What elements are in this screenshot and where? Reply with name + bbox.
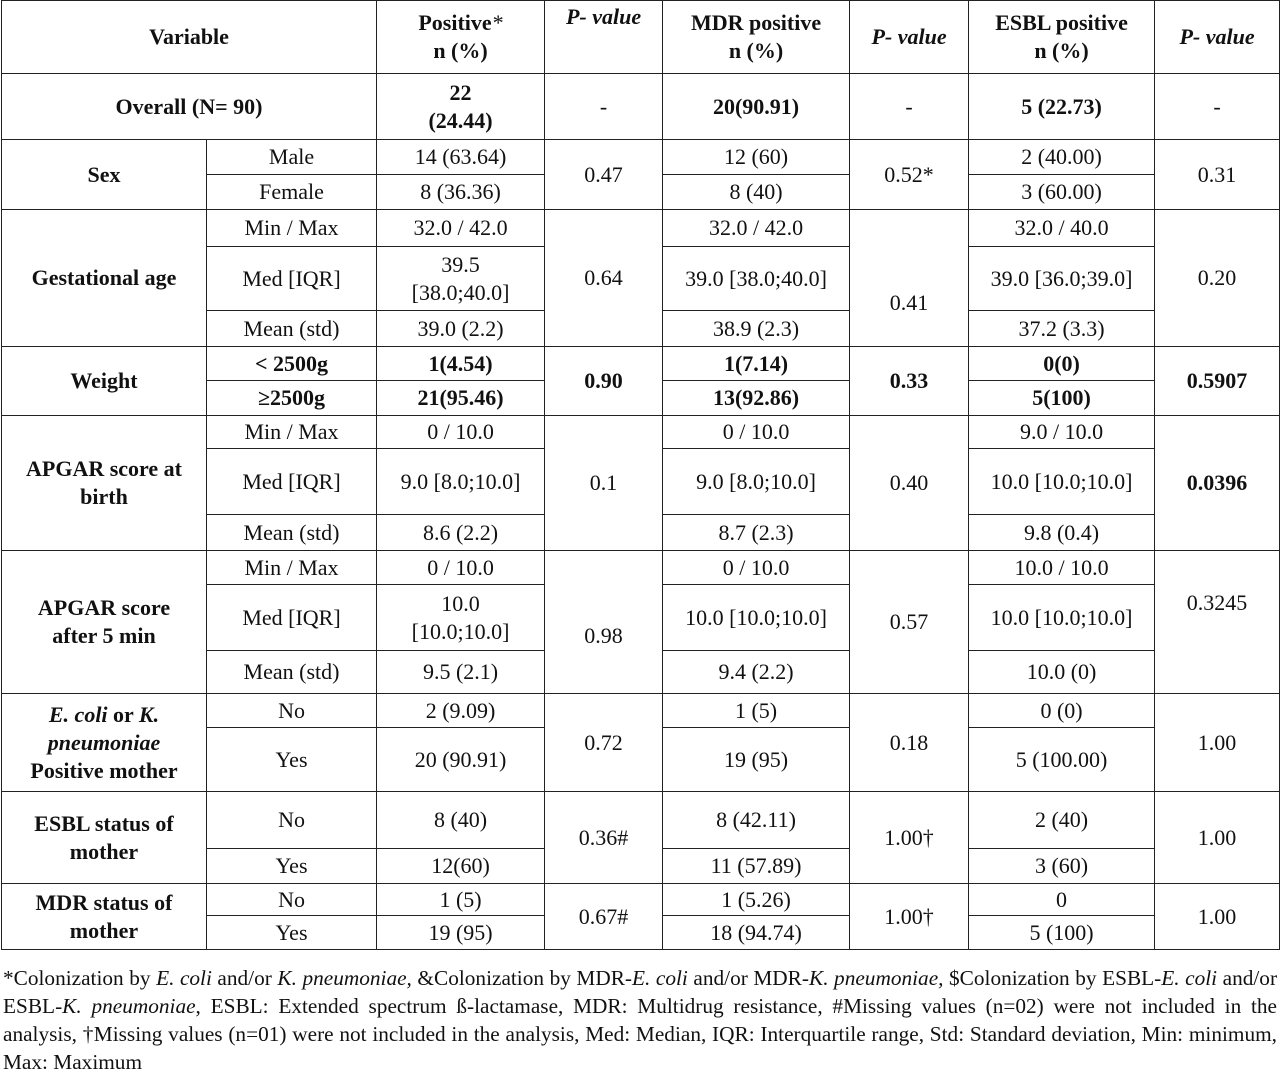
mother-esbl-label-line1: ESBL status of: [34, 810, 174, 836]
apgar-5min-minmax-sub: Min / Max: [207, 551, 377, 585]
weight-label: Weight: [2, 347, 207, 416]
mother-pos-yes-sub: Yes: [207, 728, 377, 792]
mother-mdr-no-pos: 1 (5): [377, 884, 545, 916]
table-row-gestational-minmax: [2, 210, 1280, 247]
apgar-birth-label-line1: APGAR score at: [26, 456, 182, 481]
mother-pos-yes-mdr: 19 (95): [663, 728, 850, 792]
gestational-mean-esbl: 37.2 (3.3): [969, 311, 1155, 347]
apgar-birth-med-pos: 9.0 [8.0;10.0]: [377, 449, 545, 515]
mother-mdr-p3: 1.00: [1155, 884, 1280, 950]
apgar-birth-med-esbl: 10.0 [10.0;10.0]: [969, 449, 1155, 515]
gestational-med-pos-iqr: [38.0;40.0]: [411, 279, 510, 305]
mother-esbl-no-esbl: 2 (40): [969, 792, 1155, 849]
weight-low-mdr: 1(7.14): [663, 347, 850, 381]
apgar-birth-med-sub: Med [IQR]: [207, 449, 377, 515]
mother-mdr-yes-sub: Yes: [207, 916, 377, 950]
header-esbl-label: ESBL positive: [995, 10, 1128, 35]
table-row-mother-esbl-no: [2, 792, 1280, 849]
apgar-5min-med-esbl: 10.0 [10.0;10.0]: [969, 585, 1155, 651]
apgar-5min-med-pos-value: 10.0: [441, 590, 480, 616]
overall-positive-pct: (24.44): [428, 107, 493, 133]
sex-female-esbl: 3 (60.00): [969, 175, 1155, 210]
mother-pos-label-pneumoniae: pneumoniae: [47, 729, 161, 755]
table-row-sex-male: [2, 140, 1280, 175]
gestational-p1: 0.64: [545, 210, 663, 347]
header-positive: [377, 1, 545, 74]
mother-pos-label-k: K.: [138, 701, 160, 727]
gestational-med-mdr: 39.0 [38.0;40.0]: [663, 247, 850, 311]
table-row-mother-pos-no: [2, 694, 1280, 728]
mother-mdr-label-line2: mother: [69, 917, 139, 943]
mother-pos-label-ecoli: E. coli: [48, 701, 108, 727]
sex-p2: 0.52*: [850, 140, 969, 210]
gestational-label: Gestational age: [2, 210, 207, 347]
mother-esbl-no-pos: 8 (40): [377, 792, 545, 849]
header-esbl: [969, 1, 1155, 74]
header-pvalue-3: P- value: [1155, 1, 1280, 74]
overall-positive-count: 22: [449, 79, 472, 105]
mother-pos-no-mdr: 1 (5): [663, 694, 850, 728]
apgar-birth-label-line2: birth: [80, 484, 128, 509]
apgar-5min-mean-sub: Mean (std): [207, 651, 377, 694]
mother-esbl-no-mdr: 8 (42.11): [663, 792, 850, 849]
gestational-mean-mdr: 38.9 (2.3): [663, 311, 850, 347]
footnote-text: *Colonization by: [3, 966, 157, 990]
apgar-5min-minmax-mdr: 0 / 10.0: [663, 551, 850, 585]
apgar-birth-minmax-esbl: 9.0 / 10.0: [969, 416, 1155, 449]
apgar-birth-mean-pos: 8.6 (2.2): [377, 515, 545, 551]
apgar-birth-minmax-sub: Min / Max: [207, 416, 377, 449]
gestational-minmax-esbl: 32.0 / 40.0: [969, 210, 1155, 247]
header-positive-label: Positive: [418, 10, 492, 35]
table-footnote: [3, 964, 1277, 1076]
apgar-5min-med-pos-iqr: [10.0;10.0]: [411, 618, 510, 644]
mother-mdr-p1: 0.67#: [545, 884, 663, 950]
apgar-5min-minmax-esbl: 10.0 / 10.0: [969, 551, 1155, 585]
apgar-birth-p1: 0.1: [545, 416, 663, 551]
mother-esbl-p2: 1.00†: [850, 792, 969, 884]
mother-pos-label: [2, 694, 207, 792]
footnote-species: E. coli: [156, 966, 212, 990]
header-esbl-npct: n (%): [1034, 38, 1089, 63]
mother-esbl-label: [2, 792, 207, 884]
gestational-med-esbl: 39.0 [36.0;39.0]: [969, 247, 1155, 311]
weight-p1: 0.90: [545, 347, 663, 416]
weight-high-pos: 21(95.46): [377, 381, 545, 416]
apgar-birth-minmax-pos: 0 / 10.0: [377, 416, 545, 449]
header-pvalue-1: P- value: [545, 1, 663, 74]
mother-mdr-no-sub: No: [207, 884, 377, 916]
apgar-5min-p3: 0.3245: [1155, 551, 1280, 694]
mother-esbl-yes-mdr: 11 (57.89): [663, 849, 850, 884]
table-row-mother-mdr-no: [2, 884, 1280, 916]
footnote-species: E. coli: [632, 966, 688, 990]
sex-female-mdr: 8 (40): [663, 175, 850, 210]
gestational-p2: 0.41: [850, 247, 969, 347]
apgar-birth-mean-sub: Mean (std): [207, 515, 377, 551]
header-mdr-npct: n (%): [728, 38, 784, 63]
mother-pos-no-pos: 2 (9.09): [377, 694, 545, 728]
sex-female-pos: 8 (36.36): [377, 175, 545, 210]
sex-male-pos: 14 (63.64): [377, 140, 545, 175]
table-row-overall: [2, 74, 1280, 140]
header-mdr: [663, 1, 850, 74]
apgar-birth-minmax-mdr: 0 / 10.0: [663, 416, 850, 449]
apgar-5min-med-mdr: 10.0 [10.0;10.0]: [663, 585, 850, 651]
apgar-5min-mean-pos: 9.5 (2.1): [377, 651, 545, 694]
apgar-5min-p1: 0.98: [545, 551, 663, 694]
header-variable: Variable: [2, 1, 377, 74]
mother-pos-label-line3: Positive mother: [30, 757, 178, 783]
sex-male-esbl: 2 (40.00): [969, 140, 1155, 175]
mother-esbl-yes-esbl: 3 (60): [969, 849, 1155, 884]
weight-low-sub: < 2500g: [207, 347, 377, 381]
weight-p2: 0.33: [850, 347, 969, 416]
gestational-med-pos: [377, 247, 545, 311]
mother-pos-no-esbl: 0 (0): [969, 694, 1155, 728]
apgar-5min-label-line1: APGAR score: [37, 595, 171, 620]
table-row-apgar-birth-minmax: [2, 416, 1280, 449]
gestational-p2-top: [850, 210, 969, 247]
apgar-birth-p2: 0.40: [850, 416, 969, 551]
apgar-5min-med-pos: [377, 585, 545, 651]
mother-mdr-yes-esbl: 5 (100): [969, 916, 1155, 950]
mother-pos-p3: 1.00: [1155, 694, 1280, 792]
sex-female-sub: Female: [207, 175, 377, 210]
mother-mdr-no-esbl: 0: [969, 884, 1155, 916]
gestational-mean-sub: Mean (std): [207, 311, 377, 347]
apgar-5min-label: [2, 551, 207, 694]
mother-pos-p1: 0.72: [545, 694, 663, 792]
footnote-text: $Colonization by ESBL-: [943, 966, 1162, 990]
weight-high-esbl: 5(100): [969, 381, 1155, 416]
mother-mdr-no-mdr: 1 (5.26): [663, 884, 850, 916]
footnote-species: K. pneumoniae: [62, 994, 196, 1018]
apgar-birth-mean-mdr: 8.7 (2.3): [663, 515, 850, 551]
gestational-p3: 0.20: [1155, 210, 1280, 347]
mother-pos-label-or: or: [107, 701, 139, 727]
footnote-text: and/or ESBL-: [3, 966, 1278, 1018]
header-positive-mark: *: [491, 10, 503, 35]
weight-low-pos: 1(4.54): [377, 347, 545, 381]
header-row: [2, 1, 1280, 74]
apgar-birth-label: [2, 416, 207, 551]
footnote-text: and/or MDR-: [687, 966, 809, 990]
table-row-weight-low: [2, 347, 1280, 381]
mother-mdr-p2: 1.00†: [850, 884, 969, 950]
mother-mdr-yes-mdr: 18 (94.74): [663, 916, 850, 950]
mother-mdr-label-line1: MDR status of: [35, 889, 173, 915]
sex-p1: 0.47: [545, 140, 663, 210]
overall-p1: -: [545, 74, 663, 140]
mother-esbl-label-line2: mother: [69, 838, 139, 864]
mother-pos-p2: 0.18: [850, 694, 969, 792]
header-pvalue-2: P- value: [850, 1, 969, 74]
gestational-mean-pos: 39.0 (2.2): [377, 311, 545, 347]
gestational-minmax-pos: 32.0 / 42.0: [377, 210, 545, 247]
apgar-5min-mean-esbl: 10.0 (0): [969, 651, 1155, 694]
mother-pos-yes-pos: 20 (90.91): [377, 728, 545, 792]
overall-label: Overall (N= 90): [2, 74, 377, 140]
footnote-species: K. pneumoniae,: [808, 966, 944, 990]
weight-high-mdr: 13(92.86): [663, 381, 850, 416]
mother-esbl-no-sub: No: [207, 792, 377, 849]
apgar-5min-mean-mdr: 9.4 (2.2): [663, 651, 850, 694]
footnote-species: K. pneumoniae,: [277, 966, 412, 990]
mother-mdr-label: [2, 884, 207, 950]
footnote-species: E. coli: [1161, 966, 1218, 990]
overall-esbl: 5 (22.73): [969, 74, 1155, 140]
sex-male-mdr: 12 (60): [663, 140, 850, 175]
apgar-birth-p3: 0.0396: [1155, 416, 1280, 551]
mother-mdr-yes-pos: 19 (95): [377, 916, 545, 950]
apgar-5min-p2: 0.57: [850, 551, 969, 694]
overall-p3: -: [1155, 74, 1280, 140]
mother-pos-yes-esbl: 5 (100.00): [969, 728, 1155, 792]
overall-positive: [377, 74, 545, 140]
apgar-5min-med-sub: Med [IQR]: [207, 585, 377, 651]
footnote-text: &Colonization by MDR-: [411, 966, 633, 990]
table-row-apgar-5min-minmax: [2, 551, 1280, 585]
sex-label: Sex: [2, 140, 207, 210]
mother-esbl-yes-pos: 12(60): [377, 849, 545, 884]
apgar-birth-mean-esbl: 9.8 (0.4): [969, 515, 1155, 551]
mother-esbl-yes-sub: Yes: [207, 849, 377, 884]
gestational-med-sub: Med [IQR]: [207, 247, 377, 311]
overall-p2: -: [850, 74, 969, 140]
gestational-minmax-sub: Min / Max: [207, 210, 377, 247]
mother-esbl-p3: 1.00: [1155, 792, 1280, 884]
footnote-text: , ESBL: Extended spectrum ß-lactamase, MDR: Multidrug resistance, #Missing values (n=02) were not included in the analysis, †Missing values (n=01) were not included in the analysis, Med: Median, IQR: Interquartile range, Std: Standard deviation, Min: minimum, Max: Maximum: [3, 994, 1277, 1074]
footnote-text: and/or: [211, 966, 278, 990]
weight-p3: 0.5907: [1155, 347, 1280, 416]
apgar-birth-med-mdr: 9.0 [8.0;10.0]: [663, 449, 850, 515]
sex-male-sub: Male: [207, 140, 377, 175]
apgar-5min-minmax-pos: 0 / 10.0: [377, 551, 545, 585]
mother-esbl-p1: 0.36#: [545, 792, 663, 884]
gestational-med-pos-value: 39.5: [441, 251, 480, 277]
apgar-5min-label-line2: after 5 min: [52, 623, 156, 648]
weight-high-sub: ≥2500g: [207, 381, 377, 416]
overall-mdr: 20(90.91): [663, 74, 850, 140]
gestational-minmax-mdr: 32.0 / 42.0: [663, 210, 850, 247]
weight-low-esbl: 0(0): [969, 347, 1155, 381]
results-table: [1, 0, 1280, 950]
mother-pos-no-sub: No: [207, 694, 377, 728]
sex-p3: 0.31: [1155, 140, 1280, 210]
header-mdr-label: MDR positive: [690, 10, 822, 35]
header-positive-npct: n (%): [433, 38, 488, 63]
